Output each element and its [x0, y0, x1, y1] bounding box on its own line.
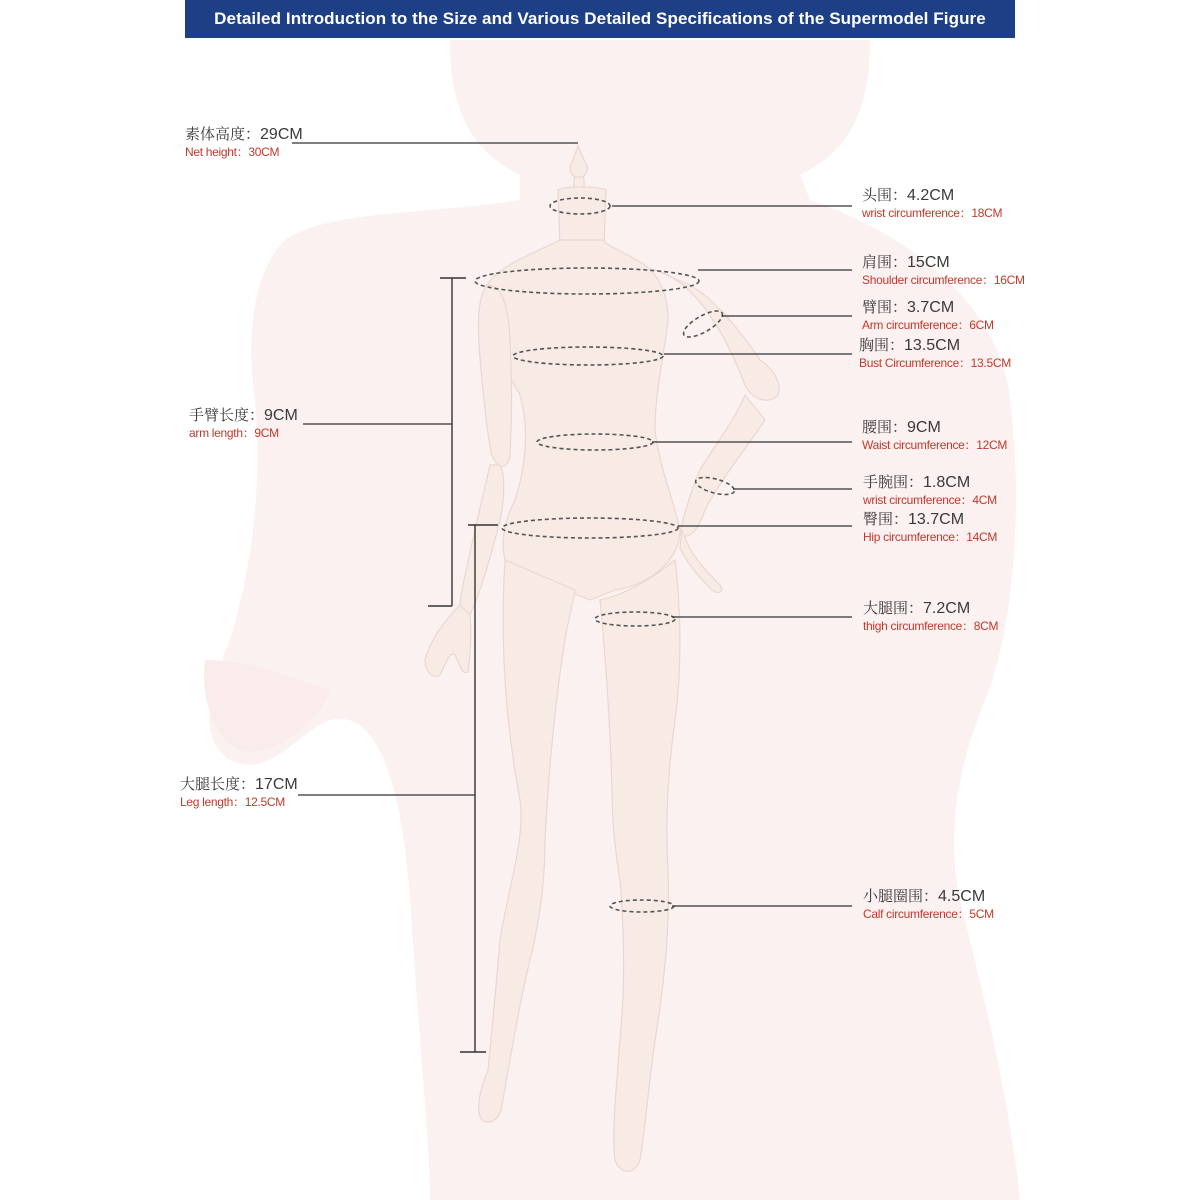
shoulder-value: 15CM [907, 254, 950, 271]
waist-value: 9CM [907, 419, 941, 436]
calf-cn: 小腿圈围： [863, 888, 939, 905]
leg-length-en: Leg length：12.5CM [180, 795, 285, 809]
bust-cn: 胸围： [859, 337, 905, 354]
head-en: wrist circumference：18CM [862, 206, 1003, 220]
arm-en: Arm circumference：6CM [862, 318, 994, 332]
wrist-en: wrist circumference：4CM [863, 493, 997, 507]
waist-en: Waist circumference：12CM [862, 438, 1008, 452]
arm-length-en: arm length：9CM [189, 426, 279, 440]
calf-value: 4.5CM [938, 888, 986, 905]
net-height-cn: 素体高度： [185, 126, 261, 143]
shoulder-cn: 肩围： [862, 254, 908, 271]
head-cn: 头围： [862, 187, 908, 204]
hip-value: 13.7CM [908, 511, 965, 528]
arm-value: 3.7CM [907, 299, 955, 316]
thigh-cn: 大腿围： [863, 600, 924, 617]
hip-en: Hip circumference：14CM [863, 530, 998, 544]
hip-cn: 臀围： [863, 511, 909, 528]
arm-length-label [189, 407, 298, 441]
head-circumference-label [862, 187, 1002, 221]
page-title-banner: Detailed Introduction to the Size and Various Detailed Specifications of the Supermodel Figure [185, 0, 1015, 38]
waist-circumference-label [862, 419, 1007, 453]
net-height-en: Net height：30CM [185, 145, 280, 159]
leg-length-label [180, 776, 298, 810]
hip-circumference-label [863, 511, 997, 545]
leg-length-cn: 大腿长度： [180, 776, 256, 793]
net-height-value: 29CM [260, 126, 303, 143]
wrist-cn: 手腕围： [863, 474, 924, 491]
shoulder-en: Shoulder circumference：16CM [862, 273, 1025, 287]
arm-length-cn: 手臂长度： [189, 407, 265, 424]
wrist-value: 1.8CM [923, 474, 971, 491]
arm-length-value: 9CM [264, 407, 298, 424]
leg-length-value: 17CM [255, 776, 298, 793]
bust-circumference-label [859, 337, 1011, 371]
calf-en: Calf circumference：5CM [863, 907, 994, 921]
shoulder-circumference-label [862, 254, 1025, 288]
bust-value: 13.5CM [904, 337, 961, 354]
arm-circumference-label [862, 299, 994, 333]
waist-cn: 腰围： [862, 419, 908, 436]
net-height-label [185, 126, 303, 160]
arm-cn: 臂围： [862, 299, 908, 316]
thigh-value: 7.2CM [923, 600, 971, 617]
wrist-circumference-label [863, 474, 997, 508]
bust-en: Bust Circumference：13.5CM [859, 356, 1011, 370]
thigh-circumference-label [863, 600, 998, 634]
thigh-en: thigh circumference：8CM [863, 619, 999, 633]
head-value: 4.2CM [907, 187, 955, 204]
calf-circumference-label [863, 888, 994, 922]
